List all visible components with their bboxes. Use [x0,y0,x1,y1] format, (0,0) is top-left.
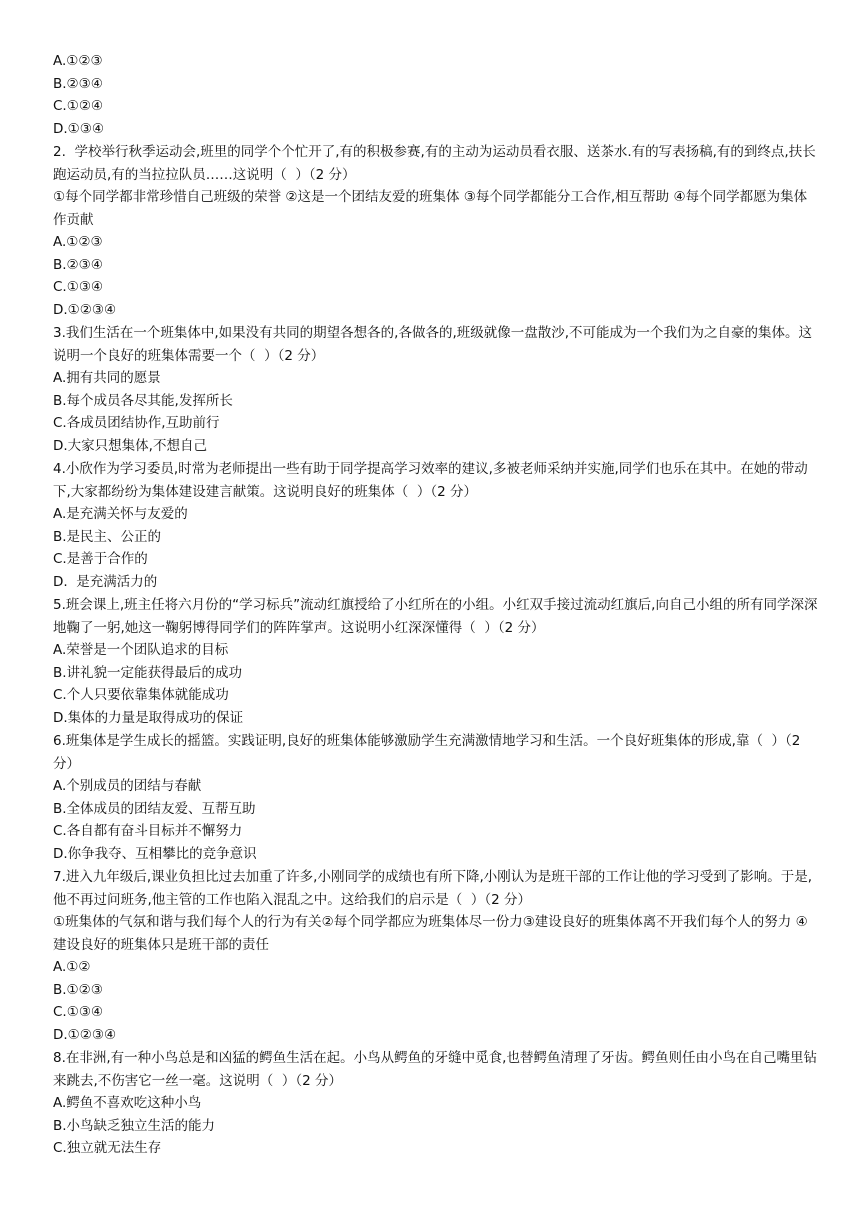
question-6 [53,730,818,865]
question-8 [53,1047,818,1160]
option: D.你争我夺、互相攀比的竞争意识 [53,845,257,862]
option: B.小鸟缺乏独立生活的能力 [53,1117,216,1134]
option: B.每个成员各尽其能,发挥所长 [53,392,233,409]
question-7 [53,866,818,1046]
question-statements: ①每个同学都非常珍惜自己班级的荣誉 ②这是一个团结友爱的班集体 ③每个同学都能分工合作,相互帮助 ④每个同学都愿为集体作贡献 [53,189,808,228]
option: C.①②④ [53,98,104,114]
question-5 [53,594,818,729]
option: A.个别成员的团结与春献 [53,778,202,794]
option: B.②③④ [53,256,103,273]
option: C.个人只要依靠集体就能成功 [53,687,229,703]
question-stem: 4.小欣作为学习委员,时常为老师提出一些有助于同学提高学习效率的建议,多被老师采纳并实施,同学们也乐在其中。在她的带动下,大家都纷纷为集体建设建言献策。这说明良好的班集体（ ）（2 分） [53,461,808,500]
option: C.①③④ [53,279,104,295]
option: D.大家只想集体,不想自己 [53,437,207,454]
option: B.是民主、公正的 [53,528,162,545]
question-stem: 6.班集体是学生成长的摇篮。实践证明,良好的班集体能够激励学生充满激情地学习和生活。一个良好班集体的形成,靠（ ）（2 分） [53,733,805,772]
question-4 [53,458,818,593]
option: C.各自都有奋斗目标并不懈努力 [53,823,243,839]
question-stem: 7.进入九年级后,课业负担比过去加重了许多,小刚同学的成绩也有所下降,小刚认为是班干部的工作让他的学习受到了影响。于是,他不再过问班务,他主管的工作也陷入混乱之中。这给我们的启示是（ ）（2 分） [53,869,813,908]
question-2 [53,141,818,321]
option: B.全体成员的团结友爱、互帮互助 [53,800,256,817]
option: A.是充满关怀与友爱的 [53,506,188,522]
question-stem: 8.在非洲,有一种小鸟总是和凶猛的鳄鱼生活在起。小鸟从鳄鱼的牙缝中觅食,也替鳄鱼清理了牙齿。鳄鱼则任由小鸟在自己嘴里钻来跳去,不伤害它一丝一毫。这说明（ ）（2 分） [53,1050,817,1089]
question-stem: 3.我们生活在一个班集体中,如果没有共同的期望各想各的,各做各的,班级就像一盘散沙,不可能成为一个我们为之自豪的集体。这说明一个良好的班集体需要一个（ ）（2 分） [53,325,813,364]
option: C.各成员团结协作,互助前行 [53,415,220,431]
option: D. 是充满活力的 [53,573,158,590]
option: A.拥有共同的愿景 [53,370,161,386]
option: D.①②③④ [53,1026,117,1043]
question-statements: ①班集体的气氛和谐与我们每个人的行为有关②每个同学都应为班集体尽一份力③建设良好的班集体离不开我们每个人的努力 ④建设良好的班集体只是班干部的责任 [53,914,808,953]
question-3 [53,322,818,457]
option: D.集体的力量是取得成功的保证 [53,709,244,726]
option: B.①②③ [53,981,103,998]
option: C.独立就无法生存 [53,1140,162,1156]
option: C.是善于合作的 [53,551,148,567]
option: C.①③④ [53,1004,104,1020]
question-stem: 5.班会课上,班主任将六月份的“学习标兵”流动红旗授给了小红所在的小组。小红双手接过流动红旗后,向自己小组的所有同学深深地鞠了一躬,她这一鞠躬博得同学们的阵阵掌声。这说明小红深深懂得（ ）（2 分） [53,597,818,636]
question-stem: 2. 学校举行秋季运动会,班里的同学个个忙开了,有的积极参赛,有的主动为运动员看衣服、送茶水.有的写表扬稿,有的到终点,扶长跑运动员,有的当拉拉队员……这说明（ ）（2 分） [53,144,816,183]
option: B.讲礼貌一定能获得最后的成功 [53,664,243,681]
option: A.①②③ [53,234,103,250]
question-1-options [53,50,818,140]
option: A.鳄鱼不喜欢吃这种小鸟 [53,1095,202,1111]
option: A.①② [53,959,91,975]
option: A.①②③ [53,53,103,69]
option: A.荣誉是一个团队追求的目标 [53,642,229,658]
option: D.①②③④ [53,301,117,318]
exam-document [53,50,818,1160]
option: B.②③④ [53,75,103,92]
option: D.①③④ [53,120,104,137]
